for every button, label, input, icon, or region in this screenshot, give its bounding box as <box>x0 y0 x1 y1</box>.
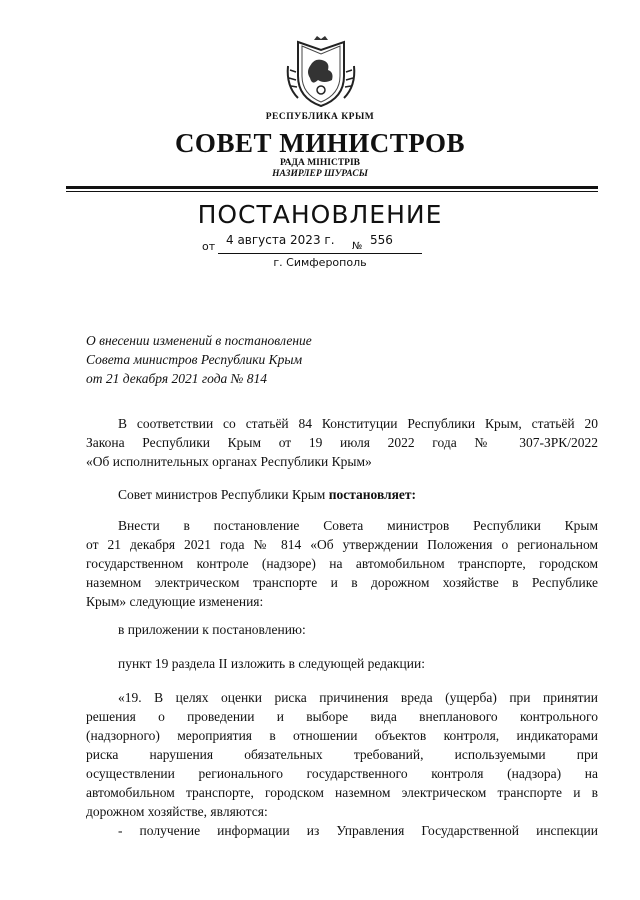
preamble-paragraph <box>86 414 598 471</box>
amendment-paragraph <box>86 516 598 611</box>
text-line: пункт 19 раздела II изложить в следующей редакции: <box>118 656 425 671</box>
text-line: Крым» следующие изменения: <box>86 594 264 609</box>
appendix-paragraph <box>86 620 598 639</box>
document-date: 4 августа 2023 г. <box>226 233 335 247</box>
republic-label: РЕСПУБЛИКА КРЫМ <box>265 112 375 122</box>
council-title-crimean-tatar: НАЗИРЛЕР ШУРАСЫ <box>272 169 368 179</box>
header-divider-thick <box>66 186 598 189</box>
text-line: Закона Республики Крым от 19 июля 2022 года № 307-ЗРК/2022 <box>86 435 598 450</box>
subject-line: О внесении изменений в постановление <box>86 333 312 348</box>
text-line: (надзорного) мероприятия в отношении объектов контроля, индикаторами <box>86 728 598 743</box>
subject-line: от 21 декабря 2021 года № 814 <box>86 371 267 386</box>
text-line: наземном электрическом транспорте и в дорожном хозяйстве в Республике <box>86 575 598 590</box>
resolves-keyword: постановляет: <box>328 487 417 502</box>
date-underline <box>218 253 422 254</box>
number-sign: № <box>352 241 363 252</box>
text-line: осуществлении регионального государственного контроля (надзора) на <box>86 766 598 781</box>
clause-19-paragraph <box>86 688 598 840</box>
coat-of-arms-emblem <box>284 36 358 110</box>
date-prefix: от <box>202 240 216 253</box>
text-line: в приложении к постановлению: <box>118 622 306 637</box>
text-line: В соответствии со статьёй 84 Конституции Республики Крым, статьёй 20 <box>118 416 598 431</box>
council-title: СОВЕТ МИНИСТРОВ <box>174 128 466 158</box>
text-line: «Об исполнительных органах Республики Крым» <box>86 454 372 469</box>
text-line: Внести в постановление Совета министров Республики Крым <box>118 518 598 533</box>
city-label: г. Симферополь <box>273 256 367 269</box>
text-line: решения о проведении и выборе вида внепланового контрольного <box>86 709 598 724</box>
text-line: «19. В целях оценки риска причинения вреда (ущерба) при принятии <box>118 690 598 705</box>
text-line: автомобильном транспорте, городском наземном электрическом транспорте и в <box>86 785 598 800</box>
text-line: государственном контроле (надзоре) на автомобильном транспорте, городском <box>86 556 598 571</box>
clause-paragraph <box>86 654 598 673</box>
text-line: от 21 декабря 2021 года № 814 «Об утверждении Положения о региональном <box>86 537 598 552</box>
resolves-paragraph <box>86 485 598 504</box>
text-line <box>86 485 598 504</box>
document-type: ПОСТАНОВЛЕНИЕ <box>197 200 443 229</box>
text-line: дорожном хозяйстве, являются: <box>86 804 268 819</box>
document-number: 556 <box>370 233 393 247</box>
date-number-row <box>202 233 422 255</box>
council-title-ukrainian: РАДА МІНІСТРІВ <box>279 158 360 168</box>
resolves-text: Совет министров Республики Крым <box>118 487 329 502</box>
header-divider-thin <box>66 191 598 192</box>
text-line: риска нарушения обязательных требований, используемыми при <box>86 747 598 762</box>
text-line: - получение информации из Управления Государственной инспекции <box>118 823 598 838</box>
subject-line: Совета министров Республики Крым <box>86 352 303 367</box>
document-subject <box>86 331 406 388</box>
